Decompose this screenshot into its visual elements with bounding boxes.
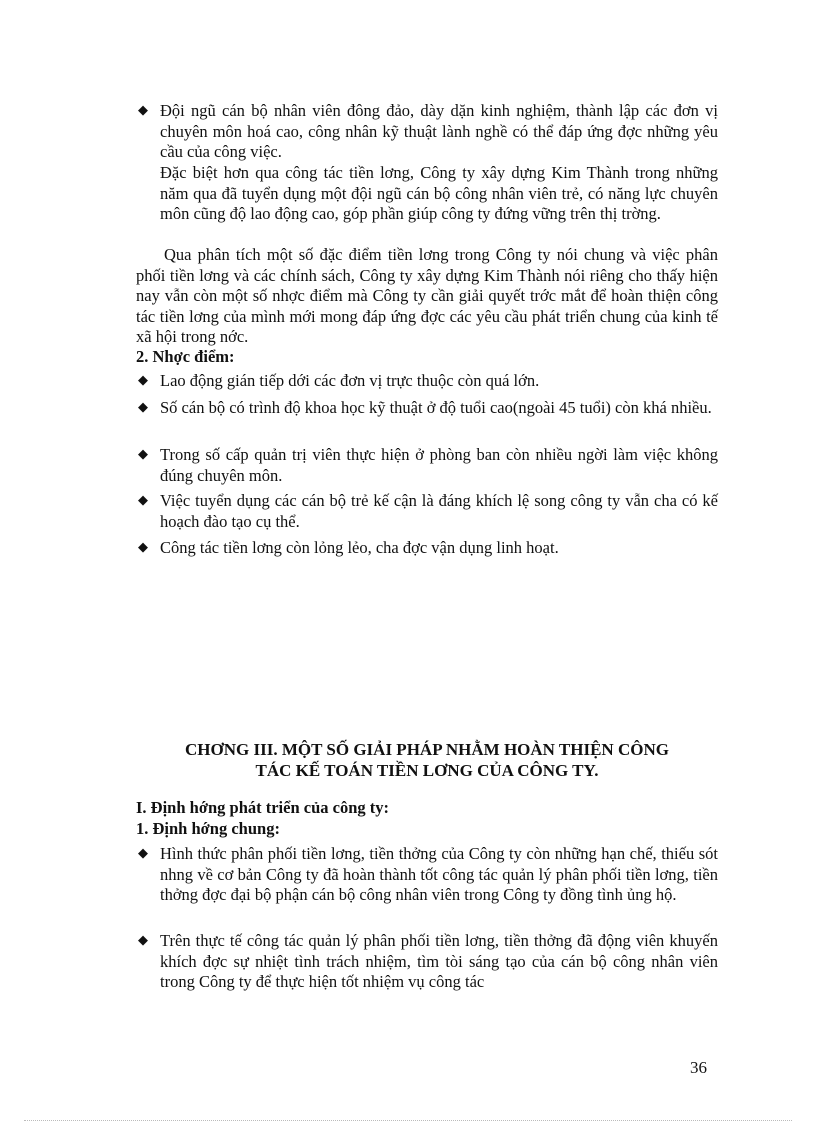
bullet-icon: ◆ bbox=[138, 372, 148, 387]
bullet-icon: ◆ bbox=[138, 845, 148, 860]
page-bottom-rule bbox=[24, 1120, 792, 1121]
nhuoc-diem-item: Lao động gián tiếp dới các đơn vị trực thuộc còn quá lớn. bbox=[160, 371, 540, 390]
nhuoc-diem-item: Việc tuyển dụng các cán bộ trẻ kế cận là đáng khích lệ song công ty vẫn cha có kế hoạch đào tạo cụ thể. bbox=[160, 491, 718, 531]
nhuoc-diem-item: Trong số cấp quản trị viên thực hiện ở phòng ban còn nhiều ngời làm việc không đúng chuyên môn. bbox=[160, 445, 718, 485]
heading-subsection-1: 1. Định hớng chung: bbox=[136, 819, 280, 838]
bullet-icon: ◆ bbox=[138, 102, 148, 117]
page-number: 36 bbox=[690, 1058, 707, 1077]
bullet-text: Đội ngũ cán bộ nhân viên đông đảo, dày dặn kinh nghiệm, thành lập các đơn vị chuyên môn hoá cao, công nhân kỹ thuật lành nghề có thể đáp ứng đợc những yêu cầu của công việc. bbox=[160, 101, 718, 161]
bullet-icon: ◆ bbox=[138, 539, 148, 554]
bullet-icon: ◆ bbox=[138, 932, 148, 947]
dinh-huong-item: Hình thức phân phối tiền lơng, tiền thởng của Công ty còn những hạn chế, thiếu sót nhng về cơ bản Công ty đã hoàn thành tốt công tác quản lý phân phối tiền lơng, tiền thởng đợc đại bộ phận cán bộ công nhân viên trong Công ty đồng tình ủng hộ. bbox=[160, 844, 718, 904]
bullet-icon: ◆ bbox=[138, 399, 148, 414]
chapter-title-line1: CHƠNG III. MỘT SỐ GIẢI PHÁP NHẰM HOÀN THIỆN CÔNG bbox=[185, 740, 669, 759]
bullet-icon: ◆ bbox=[138, 492, 148, 507]
dinh-huong-item: Trên thực tế công tác quản lý phân phối tiền lơng, tiền thởng đã động viên khuyến khích đợc sự nhiệt tình trách nhiệm, tìm tòi sáng tạo của cán bộ công nhân viên trong Công ty để thực hiện tốt nhiệm vụ công tác bbox=[160, 931, 718, 991]
heading-section-I: I. Định hớng phát triển của công ty: bbox=[136, 798, 390, 817]
paragraph-qua-phan-tich: Qua phân tích một số đặc điểm tiền lơng trong Công ty nói chung và việc phân phối tiền lơng và các chính sách, Công ty xây dựng Kim Thành nói riêng cho thấy hiện nay vẫn còn một số nhợc điểm mà Công ty cần giải quyết trớc mắt để hoàn thiện công tác tiền lơng của mình mới mong đáp ứng đợc các yêu cầu phát triển chung của kinh tế xã hội trong nớc. bbox=[136, 245, 718, 346]
nhuoc-diem-item: Số cán bộ có trình độ khoa học kỹ thuật ở độ tuổi cao(ngoài 45 tuổi) còn khá nhiều. bbox=[160, 398, 712, 417]
bullet-icon: ◆ bbox=[138, 446, 148, 461]
chapter-title-line2: TÁC KẾ TOÁN TIỀN LƠNG CỦA CÔNG TY. bbox=[255, 761, 599, 780]
nhuoc-diem-item: Công tác tiền lơng còn lỏng lẻo, cha đợc vận dụng linh hoạt. bbox=[160, 538, 559, 557]
paragraph-dac-biet: Đặc biệt hơn qua công tác tiền lơng, Công ty xây dựng Kim Thành trong những năm qua đã tuyển dụng một đội ngũ cán bộ công nhân viên trẻ, có năng lực chuyên môn cũng độ lao động cao, góp phần giúp công ty đứng vững trên thị trờng. bbox=[160, 163, 718, 223]
heading-nhuoc-diem: 2. Nhợc điểm: bbox=[136, 347, 235, 366]
